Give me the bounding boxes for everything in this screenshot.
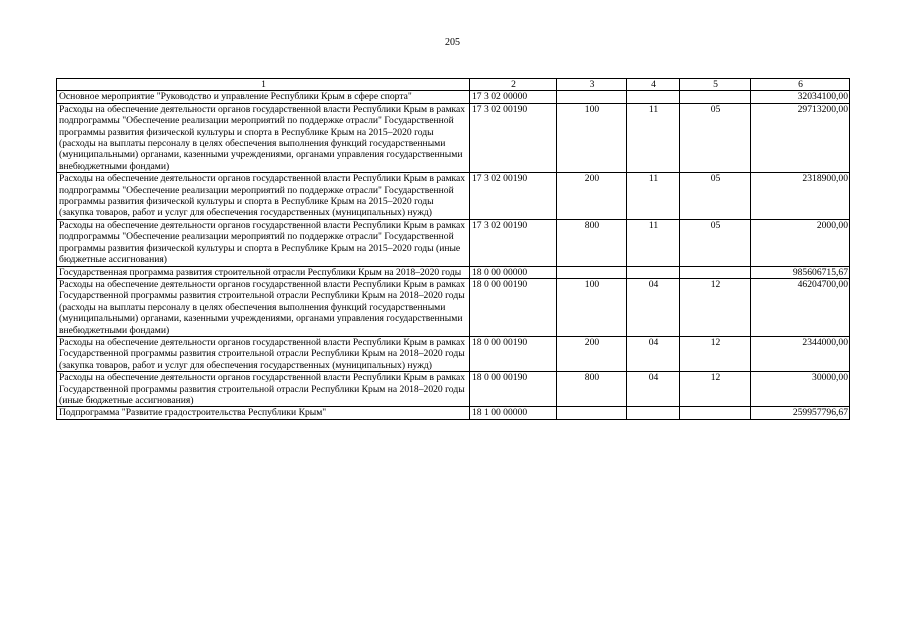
target-code-cell: 17 3 02 00190 bbox=[470, 103, 557, 172]
target-code-cell: 18 1 00 00000 bbox=[470, 407, 557, 419]
table-row bbox=[57, 278, 850, 336]
subsection-cell bbox=[680, 407, 751, 419]
amount-cell: 259957796,67 bbox=[751, 407, 850, 419]
target-code-cell: 17 3 02 00190 bbox=[470, 219, 557, 266]
expense-name-cell: Основное мероприятие "Руководство и управление Республики Крым в сфере спорта" bbox=[57, 91, 470, 103]
target-code-cell: 18 0 00 00190 bbox=[470, 336, 557, 371]
expense-name-cell: Расходы на обеспечение деятельности органов государственной власти Республики Крым в рамках подпрограммы "Обеспечение реализации мероприятий по поддержке отрасли" Государственной программы развития физической культуры и спорта в Республике Крым на 2015–2020 годы (расходы на выплаты персоналу в целях обеспечения выполнения функций государственными (муниципальными) органами, казенными учреждениями, органами управления государственными внебюджетными фондами) bbox=[57, 103, 470, 172]
subsection-cell: 12 bbox=[680, 278, 751, 336]
expense-name-cell: Расходы на обеспечение деятельности органов государственной власти Республики Крым в рамках Государственной программы развития строительной отрасли Республики Крым на 2018–2020 годы (расходы на выплаты персоналу в целях обеспечения выполнения функций государственными (муниципальными) органами, казенными учреждениями, органами управления государственными внебюджетными фондами) bbox=[57, 278, 470, 336]
expense-name-cell: Государственная программа развития строительной отрасли Республики Крым на 2018–2020 годы bbox=[57, 266, 470, 278]
budget-table bbox=[56, 78, 850, 420]
subsection-cell: 05 bbox=[680, 173, 751, 220]
section-cell bbox=[627, 266, 680, 278]
table-row bbox=[57, 91, 850, 103]
subsection-cell bbox=[680, 266, 751, 278]
subsection-cell: 05 bbox=[680, 103, 751, 172]
section-cell: 11 bbox=[627, 219, 680, 266]
column-header: 5 bbox=[680, 79, 751, 91]
subsection-cell: 12 bbox=[680, 372, 751, 407]
subsection-cell: 05 bbox=[680, 219, 751, 266]
section-cell bbox=[627, 407, 680, 419]
section-cell: 04 bbox=[627, 278, 680, 336]
target-code-cell: 18 0 00 00190 bbox=[470, 278, 557, 336]
section-cell: 11 bbox=[627, 103, 680, 172]
expense-type-cell: 800 bbox=[557, 219, 627, 266]
expense-name-cell: Расходы на обеспечение деятельности органов государственной власти Республики Крым в рамках подпрограммы "Обеспечение реализации мероприятий по поддержке отрасли" Государственной программы развития физической культуры и спорта в Республике Крым на 2015–2020 годы (иные бюджетные ассигнования) bbox=[57, 219, 470, 266]
section-cell bbox=[627, 91, 680, 103]
subsection-cell: 12 bbox=[680, 336, 751, 371]
amount-cell: 32034100,00 bbox=[751, 91, 850, 103]
expense-type-cell bbox=[557, 407, 627, 419]
table-row bbox=[57, 173, 850, 220]
column-header: 1 bbox=[57, 79, 470, 91]
section-cell: 04 bbox=[627, 336, 680, 371]
page-number: 205 bbox=[445, 37, 460, 48]
expense-type-cell: 100 bbox=[557, 103, 627, 172]
amount-cell: 2318900,00 bbox=[751, 173, 850, 220]
amount-cell: 2344000,00 bbox=[751, 336, 850, 371]
expense-name-cell: Расходы на обеспечение деятельности органов государственной власти Республики Крым в рамках Государственной программы развития строительной отрасли Республики Крым на 2018–2020 годы (иные бюджетные ассигнования) bbox=[57, 372, 470, 407]
table-row bbox=[57, 266, 850, 278]
table-row bbox=[57, 219, 850, 266]
column-header: 6 bbox=[751, 79, 850, 91]
table-row bbox=[57, 336, 850, 371]
amount-cell: 30000,00 bbox=[751, 372, 850, 407]
expense-type-cell: 200 bbox=[557, 173, 627, 220]
column-header: 2 bbox=[470, 79, 557, 91]
amount-cell: 2000,00 bbox=[751, 219, 850, 266]
target-code-cell: 17 3 02 00000 bbox=[470, 91, 557, 103]
amount-cell: 985606715,67 bbox=[751, 266, 850, 278]
expense-type-cell: 200 bbox=[557, 336, 627, 371]
table-row bbox=[57, 407, 850, 419]
expense-type-cell bbox=[557, 266, 627, 278]
expense-type-cell bbox=[557, 91, 627, 103]
expense-name-cell: Подпрограмма "Развитие градостроительства Республики Крым" bbox=[57, 407, 470, 419]
table-header-row bbox=[57, 79, 850, 91]
section-cell: 11 bbox=[627, 173, 680, 220]
table-row bbox=[57, 103, 850, 172]
column-header: 4 bbox=[627, 79, 680, 91]
expense-type-cell: 100 bbox=[557, 278, 627, 336]
expense-type-cell: 800 bbox=[557, 372, 627, 407]
subsection-cell bbox=[680, 91, 751, 103]
target-code-cell: 18 0 00 00000 bbox=[470, 266, 557, 278]
expense-name-cell: Расходы на обеспечение деятельности органов государственной власти Республики Крым в рамках подпрограммы "Обеспечение реализации мероприятий по поддержке отрасли" Государственной программы развития физической культуры и спорта в Республике Крым на 2015–2020 годы (закупка товаров, работ и услуг для обеспечения государственных (муниципальных) нужд) bbox=[57, 173, 470, 220]
expense-name-cell: Расходы на обеспечение деятельности органов государственной власти Республики Крым в рамках Государственной программы развития строительной отрасли Республики Крым на 2018–2020 годы (закупка товаров, работ и услуг для обеспечения государственных (муниципальных) нужд) bbox=[57, 336, 470, 371]
table-row bbox=[57, 372, 850, 407]
target-code-cell: 18 0 00 00190 bbox=[470, 372, 557, 407]
amount-cell: 46204700,00 bbox=[751, 278, 850, 336]
target-code-cell: 17 3 02 00190 bbox=[470, 173, 557, 220]
column-header: 3 bbox=[557, 79, 627, 91]
amount-cell: 29713200,00 bbox=[751, 103, 850, 172]
section-cell: 04 bbox=[627, 372, 680, 407]
